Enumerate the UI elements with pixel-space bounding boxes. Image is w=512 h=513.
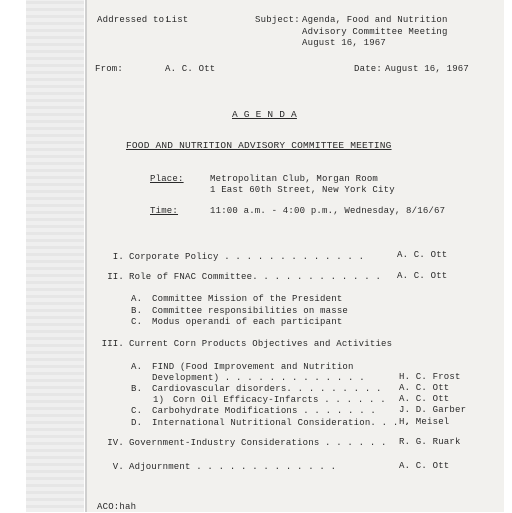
item-3-num: III. bbox=[101, 339, 124, 349]
item-2-num: II. bbox=[107, 272, 124, 282]
item-3b1-num: 1) bbox=[153, 395, 165, 405]
paper-edge bbox=[85, 0, 87, 512]
item-3b1-person: A. C. Ott bbox=[399, 394, 450, 404]
item-3d-text: International Nutritional Consideration. . . . bbox=[152, 418, 410, 428]
from-label: From: bbox=[95, 64, 124, 74]
binding-strip bbox=[26, 0, 84, 512]
addressed-value: List bbox=[166, 15, 189, 25]
item-2b-num: B. bbox=[131, 306, 143, 316]
place-line-1: Metropolitan Club, Morgan Room bbox=[210, 174, 379, 184]
date-value: August 16, 1967 bbox=[385, 64, 470, 74]
item-4-text: Government-Industry Considerations . . . . . . bbox=[129, 438, 387, 448]
item-1-person: A. C. Ott bbox=[397, 250, 448, 260]
item-3c-num: C. bbox=[131, 406, 143, 416]
item-4-person: R. G. Ruark bbox=[399, 437, 461, 447]
item-3b1-text: Corn Oil Efficacy-Infarcts . . . . . . bbox=[173, 395, 386, 405]
item-2-person: A. C. Ott bbox=[397, 271, 448, 281]
place-label: Place: bbox=[150, 174, 184, 184]
item-3-text: Current Corn Products Objectives and Activities bbox=[129, 339, 393, 349]
item-1-num: I. bbox=[112, 252, 124, 262]
item-3d-person: H. Meisel bbox=[399, 417, 450, 427]
agenda-title: A G E N D A bbox=[232, 109, 297, 120]
time-value: 11:00 a.m. - 4:00 p.m., Wednesday, 8/16/67 bbox=[210, 206, 446, 216]
item-3b-num: B. bbox=[131, 384, 143, 394]
item-3a-text: FIND (Food Improvement and Nutrition bbox=[152, 362, 354, 372]
item-3d-num: D. bbox=[131, 418, 143, 428]
item-5-person: A. C. Ott bbox=[399, 461, 450, 471]
item-3a-cont: Development) . . . . . . . . . . . . . bbox=[152, 373, 365, 383]
item-4-num: IV. bbox=[107, 438, 124, 448]
place-line-2: 1 East 60th Street, New York City bbox=[210, 185, 395, 195]
item-3a-person: H. C. Frost bbox=[399, 372, 461, 382]
subject-label: Subject: bbox=[255, 15, 300, 25]
item-2-text: Role of FNAC Committee. . . . . . . . . . . . bbox=[129, 272, 382, 282]
subject-line-3: August 16, 1967 bbox=[302, 38, 387, 48]
time-label: Time: bbox=[150, 206, 179, 216]
date-label: Date: bbox=[354, 64, 383, 74]
item-5-text: Adjournment . . . . . . . . . . . . . bbox=[129, 462, 337, 472]
item-2b-text: Committee responsibilities on masse bbox=[152, 306, 349, 316]
item-2a-num: A. bbox=[131, 294, 143, 304]
from-value: A. C. Ott bbox=[165, 64, 216, 74]
item-1-text: Corporate Policy . . . . . . . . . . . . . bbox=[129, 252, 365, 262]
item-3b-person: A. C. Ott bbox=[399, 383, 450, 393]
item-2c-num: C. bbox=[131, 317, 143, 327]
addressed-label: Addressed to: bbox=[97, 15, 170, 25]
item-3a-num: A. bbox=[131, 362, 143, 372]
meeting-title: FOOD AND NUTRITION ADVISORY COMMITTEE MEETING bbox=[126, 140, 392, 151]
subject-line-1: Agenda, Food and Nutrition bbox=[302, 15, 448, 25]
subject-line-2: Advisory Committee Meeting bbox=[302, 27, 448, 37]
item-5-num: V. bbox=[112, 462, 124, 472]
item-2a-text: Committee Mission of the President bbox=[152, 294, 343, 304]
item-3c-text: Carbohydrate Modifications . . . . . . . bbox=[152, 406, 377, 416]
item-3b-text: Cardiovascular disorders. . . . . . . . . bbox=[152, 384, 382, 394]
typist-initials: ACO:hah bbox=[97, 502, 137, 512]
item-2c-text: Modus operandi of each participant bbox=[152, 317, 343, 327]
item-3c-person: J. D. Garber bbox=[399, 405, 467, 415]
